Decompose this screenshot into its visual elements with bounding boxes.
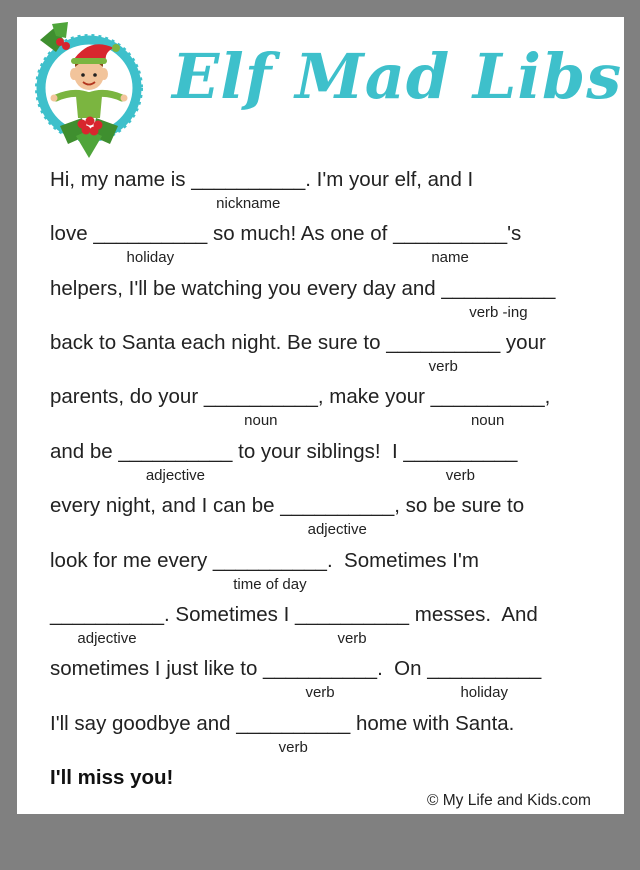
story-text-segment: . I'm your elf, and I bbox=[305, 168, 474, 191]
fill-in-blank[interactable]: __________ nickname bbox=[191, 168, 305, 192]
story-line bbox=[50, 603, 538, 647]
blank-hint: verb bbox=[428, 358, 458, 375]
page-title: Elf Mad Libs bbox=[172, 40, 623, 113]
blank-hint: nickname bbox=[216, 195, 281, 212]
blank-hint: verb bbox=[337, 630, 367, 647]
blank-hint: time of day bbox=[233, 576, 307, 593]
story-text-segment: , make your bbox=[317, 385, 431, 408]
fill-in-blank[interactable]: __________ noun bbox=[204, 385, 318, 409]
fill-in-blank[interactable]: __________ verb bbox=[403, 440, 517, 464]
fill-in-blank[interactable]: __________ name bbox=[393, 222, 507, 246]
story-text-segment: so much! As one of bbox=[207, 222, 394, 245]
story-text-segment: every night, and I can be bbox=[50, 494, 281, 517]
story-text-segment: . Sometimes I'm bbox=[326, 549, 479, 572]
fill-in-blank[interactable]: __________ noun bbox=[431, 385, 545, 409]
story-line bbox=[50, 657, 542, 701]
blank-hint: holiday bbox=[460, 684, 508, 701]
blank-hint: verb bbox=[278, 739, 308, 756]
story-text-segment: love bbox=[50, 222, 94, 245]
story-text-segment: , bbox=[544, 385, 551, 408]
story-text-segment: your bbox=[500, 331, 546, 354]
blank-hint: adjective bbox=[77, 630, 137, 647]
blank-hint: verb -ing bbox=[469, 304, 528, 321]
story-line bbox=[50, 440, 518, 484]
story-line bbox=[50, 331, 546, 375]
story-text-segment: to your siblings! I bbox=[232, 440, 404, 463]
story-line bbox=[50, 277, 556, 321]
blank-hint: adjective bbox=[307, 521, 367, 538]
blank-hint: verb bbox=[445, 467, 475, 484]
story-text-segment: messes. And bbox=[409, 603, 538, 626]
story-line bbox=[50, 494, 525, 538]
fill-in-blank[interactable]: __________ verb bbox=[263, 657, 377, 681]
fill-in-blank[interactable]: __________ adjective bbox=[118, 440, 232, 464]
blank-hint: noun bbox=[244, 412, 278, 429]
elf-holly-icon bbox=[34, 18, 144, 163]
story-text-segment: . Sometimes I bbox=[164, 603, 296, 626]
fill-in-blank[interactable]: __________ adjective bbox=[50, 603, 164, 627]
story-text-segment: 's bbox=[507, 222, 522, 245]
blank-hint: verb bbox=[305, 684, 335, 701]
fill-in-blank[interactable]: __________ holiday bbox=[93, 222, 207, 246]
story-text-segment: helpers, I'll be watching you every day and bbox=[50, 277, 442, 300]
closing-line: I'll miss you! bbox=[50, 766, 174, 789]
blank-hint: name bbox=[431, 249, 469, 266]
fill-in-blank[interactable]: __________ holiday bbox=[427, 657, 541, 681]
story-text-segment: , so be sure to bbox=[394, 494, 525, 517]
fill-in-blank[interactable]: __________ verb bbox=[236, 712, 350, 736]
fill-in-blank[interactable]: __________ verb -ing bbox=[441, 277, 555, 301]
story-line bbox=[50, 222, 522, 266]
story-text-segment: Hi, my name is bbox=[50, 168, 192, 191]
fill-in-blank[interactable]: __________ verb bbox=[386, 331, 500, 355]
story-line bbox=[50, 549, 479, 593]
story-line bbox=[50, 168, 474, 212]
blank-hint: noun bbox=[470, 412, 505, 429]
story-text-segment: sometimes I just like to bbox=[50, 657, 264, 680]
story-line bbox=[50, 712, 515, 756]
story-text-segment: back to Santa each night. Be sure to bbox=[50, 331, 387, 354]
fill-in-blank[interactable]: __________ adjective bbox=[280, 494, 394, 518]
blank-hint: adjective bbox=[145, 467, 206, 484]
copyright-credit: © My Life and Kids.com bbox=[427, 792, 591, 809]
story-text-segment: home with Santa. bbox=[350, 712, 515, 735]
fill-in-blank[interactable]: __________ time of day bbox=[213, 549, 327, 573]
story-text-segment: . On bbox=[377, 657, 428, 680]
story-line bbox=[50, 385, 551, 429]
story-text-segment: parents, do your bbox=[50, 385, 204, 408]
story-text-segment: I'll say goodbye and bbox=[50, 712, 237, 735]
story-text-segment: and be bbox=[50, 440, 119, 463]
fill-in-blank[interactable]: __________ verb bbox=[295, 603, 409, 627]
blank-hint: holiday bbox=[126, 249, 175, 266]
story-text-segment: look for me every bbox=[50, 549, 213, 572]
